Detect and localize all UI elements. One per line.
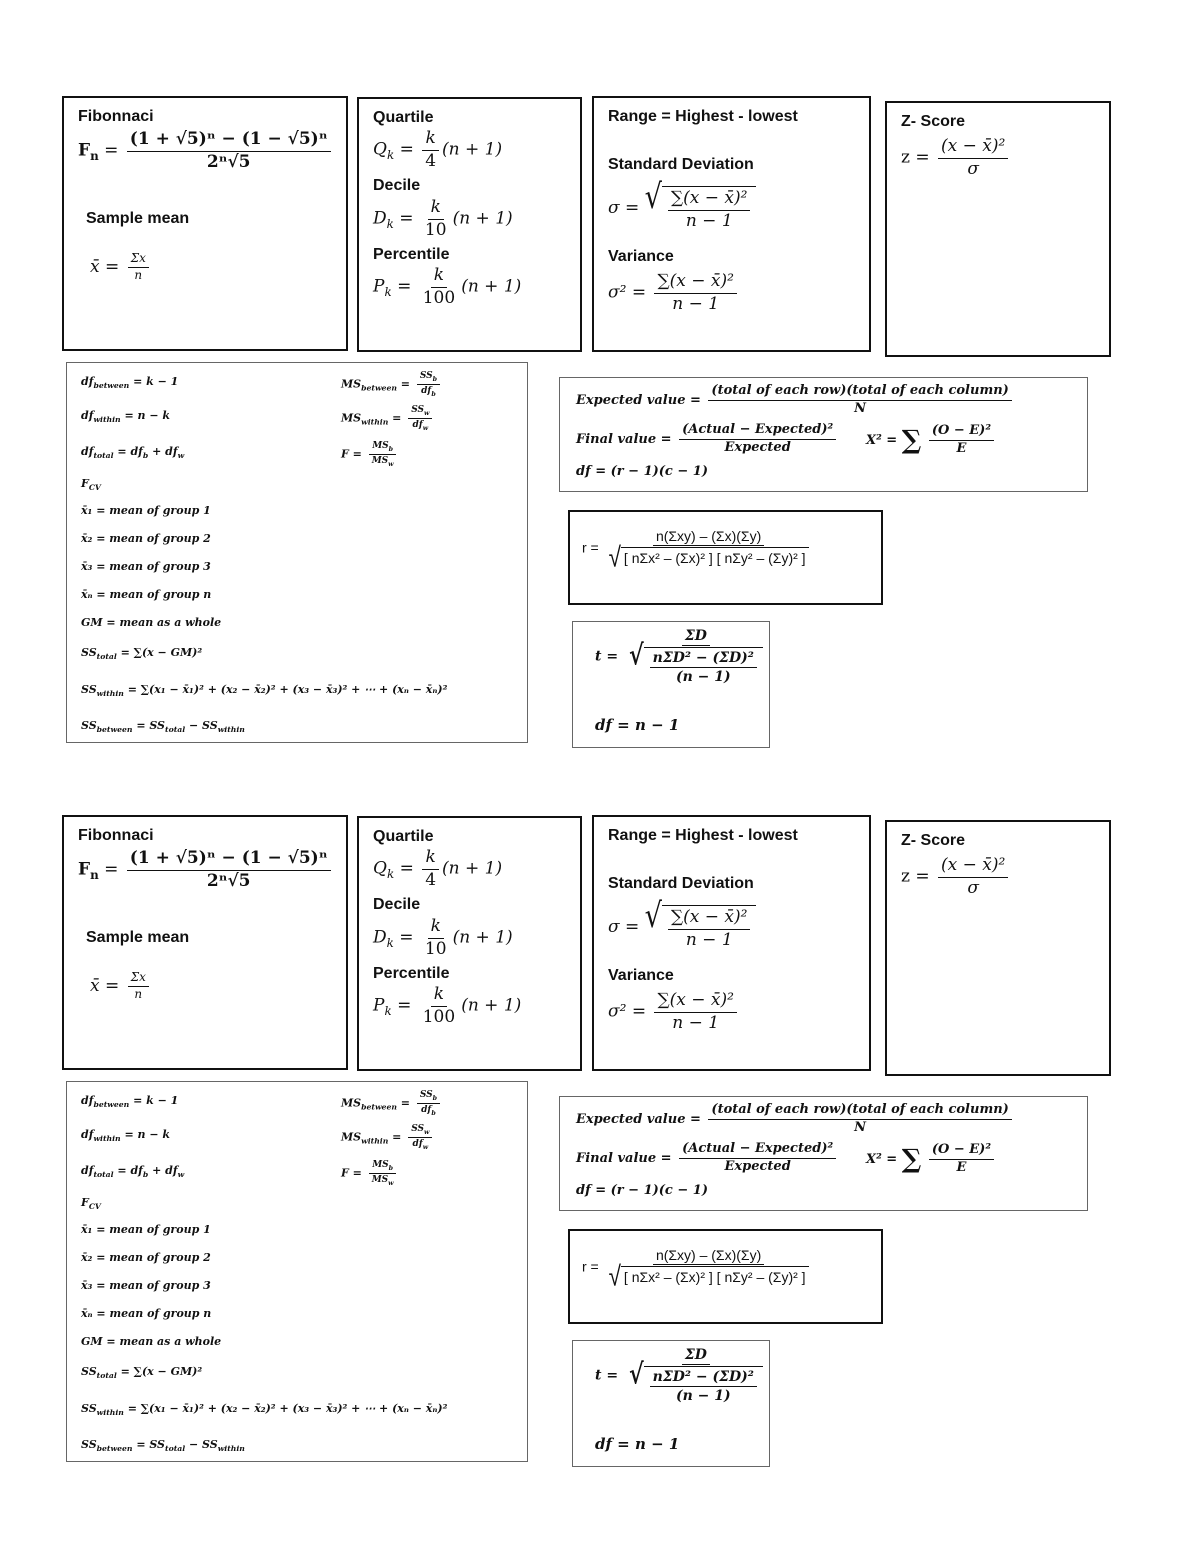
pearson-card [568,1229,883,1324]
decile-formula: $D_k$ = $\frac{k}{10}$ (n + 1) [373,916,513,959]
mean-group-n: x̄ₙ = mean of group n [81,588,212,601]
zscore-title: Z- Score [901,832,966,849]
mean-group-2: x̄₂ = mean of group 2 [81,532,211,545]
t-test-card [572,1340,770,1467]
percentile-formula: $P_k$ = $\frac{k}{100}$ (n + 1) [373,984,522,1027]
f-ratio: F = $\frac{MS_b}{MS_w}$ [341,441,400,468]
fibonacci-card [62,96,348,351]
f-ratio: F = $\frac{MS_b}{MS_w}$ [341,1160,400,1187]
t-formula: t = ΣD √ $\frac{\text{nΣD² − (ΣD)²}}{(n - 1)}$ [595,1347,769,1404]
decile-title: Decile [373,896,421,913]
std-dev-title: Standard Deviation [608,875,754,892]
df-total: $df_{total} = df_b + df_w$ [81,445,185,461]
zscore-title: Z- Score [901,113,966,130]
zscore-formula: z = $\frac{\text{(x − x̄)²}}{\sigma}$ [901,137,1011,179]
f-critical: $F_{CV}$ [81,477,101,493]
mean-group-3: x̄₃ = mean of group 3 [81,1279,211,1292]
formula-sheet-bottom [0,719,1200,1454]
range-text: Range = Highest - lowest [608,108,798,125]
quantile-card [357,816,582,1071]
pearson-formula: r = n(Σxy) – (Σx)(Σy) √ [ nΣx² – (Σx)² ] [ nΣy² – (Σy)² ] [582,1247,815,1289]
ms-within: $MS_{within}$ = $\frac{SS_w}{df_w}$ [341,405,435,432]
df-within: $df_{within} = n - k$ [81,409,171,425]
chi-df-formula: df = (r − 1)(c − 1) [576,1183,708,1198]
fibonacci-title: Fibonnaci [78,827,154,844]
dispersion-card [592,96,871,352]
expected-value-formula: Expected value = $\frac{\text{(total of each row)(total of each column)}}{N}$ [576,384,1015,417]
mean-group-1: x̄₁ = mean of group 1 [81,504,211,517]
decile-title: Decile [373,177,421,194]
std-dev-formula: σ = √ $\frac{\text{∑(x − x̄)²}}{n - 1}$ [608,186,756,231]
final-value-formula: Final value = $\frac{\text{(Actual − Expected)²}}{\text{Expected}}$ [576,423,839,456]
pearson-formula: r = n(Σxy) – (Σx)(Σy) √ [ nΣx² – (Σx)² ] [ nΣy² – (Σy)² ] [582,528,815,570]
formula-sheet-top [0,0,1200,735]
variance-formula: σ² = $\frac{\text{∑(x − x̄)²}}{n - 1}$ [608,272,740,314]
ss-total: $SS_{total} = \sum(x - GM)^2$ [81,646,203,662]
chi-square-card [559,377,1088,492]
std-dev-title: Standard Deviation [608,156,754,173]
ss-within: $SS_{within} = \sum(x_1$ − x̄₁)² + (x₂ − x̄₂)² + (x₃ − x̄₃)² + ⋯ + (xₙ − x̄ₙ)² [81,683,448,699]
mean-group-2: x̄₂ = mean of group 2 [81,1251,211,1264]
fibonacci-formula: $F_n$ = $\frac{\text{(1 + √5)ⁿ − (1 − √5)ⁿ}}{\text{2ⁿ√5}}$ [78,130,334,172]
grand-mean: GM = mean as a whole [81,1335,222,1348]
quartile-title: Quartile [373,828,434,845]
quantile-card [357,97,582,352]
sample-mean-title: Sample mean [86,210,190,227]
t-formula: t = ΣD √ $\frac{\text{nΣD² − (ΣD)²}}{(n - 1)}$ [595,628,769,685]
mean-group-3: x̄₃ = mean of group 3 [81,560,211,573]
anova-card [66,1081,528,1462]
df-between: $df_{between} = k - 1$ [81,375,179,391]
percentile-title: Percentile [373,965,450,982]
ms-between: $MS_{between}$ = $\frac{SS_b}{df_b}$ [341,371,443,398]
variance-title: Variance [608,967,674,984]
quartile-title: Quartile [373,109,434,126]
zscore-card [885,820,1111,1076]
decile-formula: $D_k$ = $\frac{k}{10}$ (n + 1) [373,197,513,240]
ss-between: $SS_{between} = SS_{total} - SS_{within}$ [81,1438,245,1454]
expected-value-formula: Expected value = $\frac{\text{(total of each row)(total of each column)}}{N}$ [576,1103,1015,1136]
ss-within: $SS_{within} = \sum(x_1$ − x̄₁)² + (x₂ − x̄₂)² + (x₃ − x̄₃)² + ⋯ + (xₙ − x̄ₙ)² [81,1402,448,1418]
percentile-title: Percentile [373,246,450,263]
f-critical: $F_{CV}$ [81,1196,101,1212]
ms-between: $MS_{between}$ = $\frac{SS_b}{df_b}$ [341,1090,443,1117]
sample-mean-formula: x̄ = $\frac{\Sigma x}{n}$ [90,971,152,1002]
df-total: $df_{total} = df_b + df_w$ [81,1164,185,1180]
quartile-formula: $Q_k$ = $\frac{k}{4}$ (n + 1) [373,128,503,171]
chi-square-formula: X² = ∑ $\frac{\text{(O − E)²}}{E}$ [866,424,997,457]
anova-card [66,362,528,743]
sample-mean-formula: x̄ = $\frac{\Sigma x}{n}$ [90,252,152,283]
mean-group-n: x̄ₙ = mean of group n [81,1307,212,1320]
mean-group-1: x̄₁ = mean of group 1 [81,1223,211,1236]
percentile-formula: $P_k$ = $\frac{k}{100}$ (n + 1) [373,265,522,308]
dispersion-card [592,815,871,1071]
t-df-formula: df = n − 1 [595,1435,680,1453]
ss-total: $SS_{total} = \sum(x - GM)^2$ [81,1365,203,1381]
t-df-formula: df = n − 1 [595,716,680,734]
variance-title: Variance [608,248,674,265]
zscore-card [885,101,1111,357]
fibonacci-formula: $F_n$ = $\frac{\text{(1 + √5)ⁿ − (1 − √5)ⁿ}}{\text{2ⁿ√5}}$ [78,849,334,891]
chi-df-formula: df = (r − 1)(c − 1) [576,464,708,479]
fibonacci-title: Fibonnaci [78,108,154,125]
std-dev-formula: σ = √ $\frac{\text{∑(x − x̄)²}}{n - 1}$ [608,905,756,950]
chi-square-card [559,1096,1088,1211]
ms-within: $MS_{within}$ = $\frac{SS_w}{df_w}$ [341,1124,435,1151]
grand-mean: GM = mean as a whole [81,616,222,629]
variance-formula: σ² = $\frac{\text{∑(x − x̄)²}}{n - 1}$ [608,991,740,1033]
chi-square-formula: X² = ∑ $\frac{\text{(O − E)²}}{E}$ [866,1143,997,1176]
range-text: Range = Highest - lowest [608,827,798,844]
df-between: $df_{between} = k - 1$ [81,1094,179,1110]
zscore-formula: z = $\frac{\text{(x − x̄)²}}{\sigma}$ [901,856,1011,898]
fibonacci-card [62,815,348,1070]
df-within: $df_{within} = n - k$ [81,1128,171,1144]
pearson-card [568,510,883,605]
quartile-formula: $Q_k$ = $\frac{k}{4}$ (n + 1) [373,847,503,890]
final-value-formula: Final value = $\frac{\text{(Actual − Expected)²}}{\text{Expected}}$ [576,1142,839,1175]
sample-mean-title: Sample mean [86,929,190,946]
ss-between: $SS_{between} = SS_{total} - SS_{within}$ [81,719,245,735]
